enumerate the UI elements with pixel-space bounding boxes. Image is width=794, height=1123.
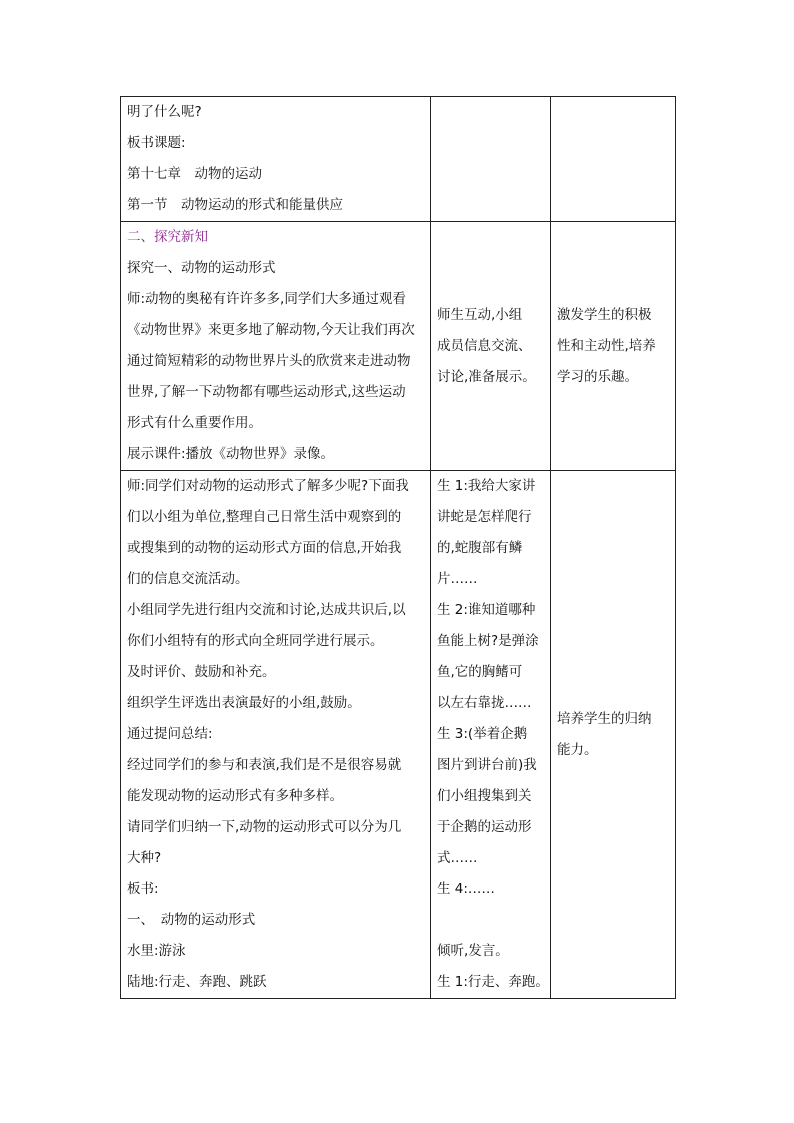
text-line: 们小组搜集到关	[437, 788, 532, 804]
spacer	[437, 905, 544, 936]
text-line: 水里:游泳	[127, 943, 186, 959]
text-line: 你们小组特有的形式向全班同学进行展示。	[127, 633, 384, 649]
text-line: 大种?	[127, 850, 162, 866]
text-line: 生 1:我给大家讲	[437, 478, 536, 494]
text-line: 明了什么呢?	[127, 104, 202, 120]
section-title: 第一节 动物运动的形式和能量供应	[127, 197, 343, 213]
text-line: 性和主动性,培养	[557, 337, 656, 354]
text-line: 《动物世界》来更多地了解动物,今天让我们再次	[127, 322, 415, 338]
text-line: 一、 动物的运动形式	[127, 912, 256, 928]
table-row	[121, 97, 676, 222]
section-heading: 二、探究新知	[127, 229, 208, 245]
text-line: 鱼,它的胸鳍可	[437, 664, 523, 680]
text-line: 能发现动物的运动形式有多种多样。	[127, 788, 343, 804]
text-line: 通过简短精彩的动物世界片头的欣赏来走进动物	[127, 353, 411, 369]
chapter-title: 第十七章 动物的运动	[127, 166, 262, 182]
text-line: 小组同学先进行组内交流和讨论,达成共识后,以	[127, 602, 406, 618]
text-line: 师:动物的奥秘有许许多多,同学们大多通过观看	[127, 291, 406, 307]
text-line: 师生互动,小组	[437, 306, 523, 323]
text-line: 图片到讲台前)我	[437, 757, 537, 773]
lesson-plan-table	[120, 96, 676, 999]
text-line: 请同学们归纳一下,动物的运动形式可以分为几	[127, 819, 402, 835]
text-line: 讨论,准备展示。	[437, 368, 536, 385]
table-row	[121, 222, 676, 471]
student-activity-cell	[431, 97, 551, 222]
table-row	[121, 471, 676, 999]
teacher-activity-cell	[121, 97, 431, 222]
text-line: 能力。	[557, 741, 598, 758]
text-line: 们的信息交流活动。	[127, 571, 249, 587]
text-line: 式……	[437, 850, 478, 866]
text-line: 生 2:谁知道哪种	[437, 602, 536, 618]
text-line: 们以小组为单位,整理自己日常生活中观察到的	[127, 509, 402, 525]
text-line: 或搜集到的动物的运动形式方面的信息,开始我	[127, 540, 402, 556]
text-line: 探究一、动物的运动形式	[127, 260, 276, 276]
text-line: 及时评价、鼓励和补充。	[127, 664, 276, 680]
text-line: 鱼能上树?是弹涂	[437, 633, 539, 649]
design-intent-cell	[551, 471, 676, 999]
text-line: 世界,了解一下动物都有哪些运动形式,这些运动	[127, 384, 406, 400]
text-line: 陆地:行走、奔跑、跳跃	[127, 974, 267, 990]
text-line: 经过同学们的参与和表演,我们是不是很容易就	[127, 757, 402, 773]
text-line: 于企鹅的运动形	[437, 819, 532, 835]
text-line: 师:同学们对动物的运动形式了解多少呢?下面我	[127, 478, 409, 494]
student-activity-cell	[431, 471, 551, 999]
text-line: 激发学生的积极	[557, 306, 652, 323]
design-intent-cell	[551, 222, 676, 471]
text-line: 通过提问总结:	[127, 726, 213, 742]
text-line: 板书课题:	[127, 135, 186, 151]
text-line: 展示课件:播放《动物世界》录像。	[127, 446, 335, 462]
text-line: 讲蛇是怎样爬行	[437, 509, 532, 525]
text-line: 培养学生的归纳	[557, 710, 652, 727]
text-line: 学习的乐趣。	[557, 368, 638, 385]
text-line: 成员信息交流、	[437, 337, 532, 354]
design-intent-cell	[551, 97, 676, 222]
teacher-activity-cell	[121, 222, 431, 471]
text-line: 板书:	[127, 881, 159, 897]
text-line: 倾听,发言。	[437, 943, 509, 959]
text-line: 以左右靠拢……	[437, 695, 532, 711]
text-line: 生 1:行走、奔跑。	[437, 974, 549, 990]
text-line: 形式有什么重要作用。	[127, 415, 262, 431]
teacher-activity-cell	[121, 471, 431, 999]
text-line: 组织学生评选出表演最好的小组,鼓励。	[127, 695, 361, 711]
text-line: 片……	[437, 571, 478, 587]
text-line: 生 4:……	[437, 881, 495, 897]
text-line: 的,蛇腹部有鳞	[437, 540, 523, 556]
student-activity-cell	[431, 222, 551, 471]
text-line: 生 3:(举着企鹅	[437, 726, 528, 742]
